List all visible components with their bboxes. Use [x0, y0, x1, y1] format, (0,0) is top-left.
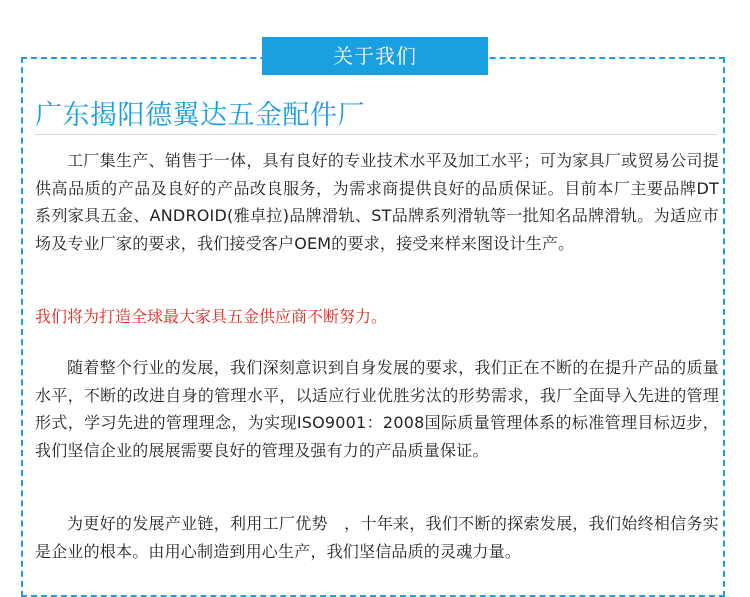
slogan-text: 我们将为打造全球最大家具五金供应商不断努力。 [35, 307, 388, 326]
philosophy-paragraph: 为更好的发展产业链，利用工厂优势 ，十年来，我们不断的探索发展，我们始终相信务实是企业的根本。由用心制造到用心生产，我们坚信品质的灵魂力量。 [35, 514, 719, 561]
intro-paragraph: 工厂集生产、销售于一体，具有良好的专业技术水平及加工水平；可为家具厂或贸易公司提供高品质的产品及良好的产品改良服务，为需求商提供良好的品质保证。目前本厂主要品牌DT系列家具五金、ANDROID(雅卓拉)品牌滑轨、ST品牌系列滑轨等一批知名品牌滑轨。为适应市场及专业厂家的要求，我们接受客户OEM的要求，接受来样来图设计生产。 [35, 151, 719, 253]
title-divider [35, 134, 717, 135]
development-paragraph: 随着整个行业的发展，我们深刻意识到自身发展的要求，我们正在不断的在提升产品的质量水平，不断的改进自身的管理水平，以适应行业优胜劣汰的形势需求，我厂全面导入先进的管理形式，学习先进的管理理念，为实现ISO9001：2008国际质量管理体系的标准管理目标迈步，我们坚信企业的展展需要良好的管理及强有力的产品质量保证。 [35, 358, 719, 460]
company-name: 广东揭阳德翼达五金配件厂 [35, 100, 365, 131]
section-title: 关于我们 [262, 37, 488, 75]
